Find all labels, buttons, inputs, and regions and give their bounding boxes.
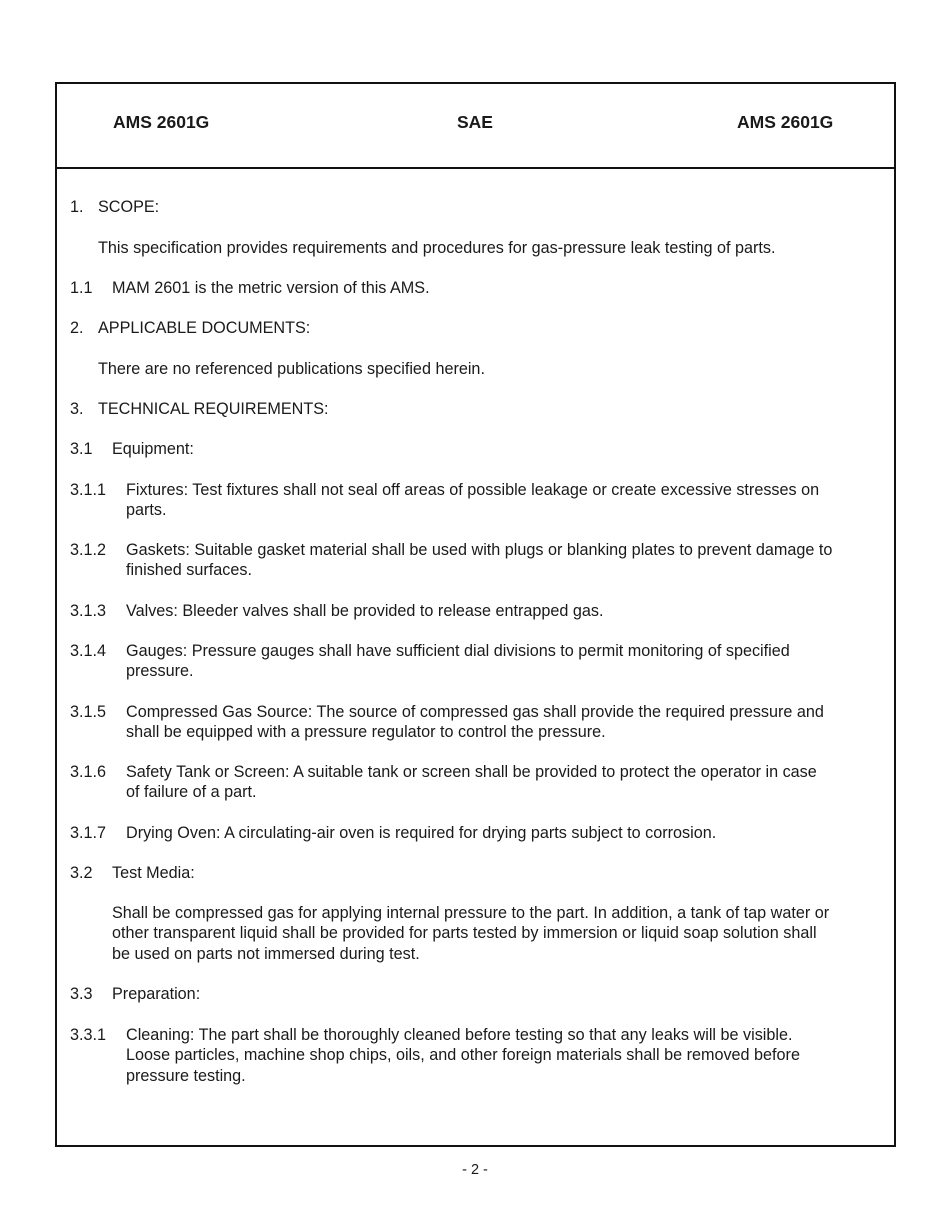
section-text-line: Shall be compressed gas for applying internal pressure to the part. In addition, a tank of tap water or bbox=[112, 904, 830, 922]
document-header bbox=[57, 84, 894, 169]
section-text-line: Safety Tank or Screen: A suitable tank or screen shall be provided to protect the operator in case bbox=[126, 763, 817, 781]
section-number: 3.1.3 bbox=[70, 602, 107, 620]
section-text-line: Valves: Bleeder valves shall be provided to release entrapped gas. bbox=[126, 602, 604, 620]
section-text: This specification provides requirements and procedures for gas-pressure leak testing of parts. bbox=[98, 239, 776, 257]
header-doc-id-right: AMS 2601G bbox=[737, 112, 834, 132]
section-number: 1. bbox=[70, 198, 84, 216]
header-org: SAE bbox=[457, 112, 493, 132]
section-text-line: Gaskets: Suitable gasket material shall be used with plugs or blanking plates to prevent damage to bbox=[126, 541, 833, 559]
section-number: 3.1.2 bbox=[70, 541, 107, 559]
section-text: Equipment: bbox=[112, 440, 194, 458]
section-text: There are no referenced publications specified herein. bbox=[98, 360, 485, 378]
section-text-line: of failure of a part. bbox=[126, 783, 257, 802]
section-text: SCOPE: bbox=[98, 198, 160, 216]
header-doc-id-left: AMS 2601G bbox=[113, 112, 210, 132]
section-number: 1.1 bbox=[70, 279, 93, 297]
section-number: 3.2 bbox=[70, 864, 93, 882]
section-number: 3.3.1 bbox=[70, 1026, 107, 1044]
section-text-line: finished surfaces. bbox=[126, 561, 252, 580]
section-text-line: parts. bbox=[126, 501, 167, 520]
section-text-line: Cleaning: The part shall be thoroughly cleaned before testing so that any leaks will be visible. bbox=[126, 1026, 793, 1044]
page-number: - 2 - bbox=[462, 1162, 488, 1178]
section-text-line: Compressed Gas Source: The source of compressed gas shall provide the required pressure and bbox=[126, 703, 824, 721]
section-text: MAM 2601 is the metric version of this AMS. bbox=[112, 279, 430, 297]
section-text: Test Media: bbox=[112, 864, 195, 882]
section-text-line: Drying Oven: A circulating-air oven is required for drying parts subject to corrosion. bbox=[126, 824, 717, 842]
section-number: 2. bbox=[70, 319, 84, 337]
section-number: 3.1.5 bbox=[70, 703, 107, 721]
section-text: TECHNICAL REQUIREMENTS: bbox=[98, 400, 329, 418]
section-number: 3.1.6 bbox=[70, 763, 107, 781]
section-text-line: pressure testing. bbox=[126, 1066, 246, 1085]
section-text-line: shall be equipped with a pressure regulator to control the pressure. bbox=[126, 723, 606, 742]
section-text-line: pressure. bbox=[126, 662, 194, 681]
section-text: APPLICABLE DOCUMENTS: bbox=[98, 319, 311, 337]
section-text: Preparation: bbox=[112, 985, 201, 1003]
section-text-line: other transparent liquid shall be provided for parts tested by immersion or liquid soap solution shall bbox=[112, 924, 817, 943]
section-text-line: Loose particles, machine shop chips, oils, and other foreign materials shall be removed before bbox=[126, 1046, 800, 1065]
section-text-line: Gauges: Pressure gauges shall have sufficient dial divisions to permit monitoring of specified bbox=[126, 642, 790, 660]
section-text-line: Fixtures: Test fixtures shall not seal off areas of possible leakage or create excessive stresses on bbox=[126, 481, 820, 499]
section-number: 3.1.7 bbox=[70, 824, 107, 842]
section-number: 3.1 bbox=[70, 440, 93, 458]
section-text-line: be used on parts not immersed during test. bbox=[112, 944, 420, 963]
section-number: 3.3 bbox=[70, 985, 93, 1003]
section-number: 3.1.1 bbox=[70, 481, 107, 499]
section-number: 3.1.4 bbox=[70, 642, 107, 660]
section-number: 3. bbox=[70, 400, 84, 418]
